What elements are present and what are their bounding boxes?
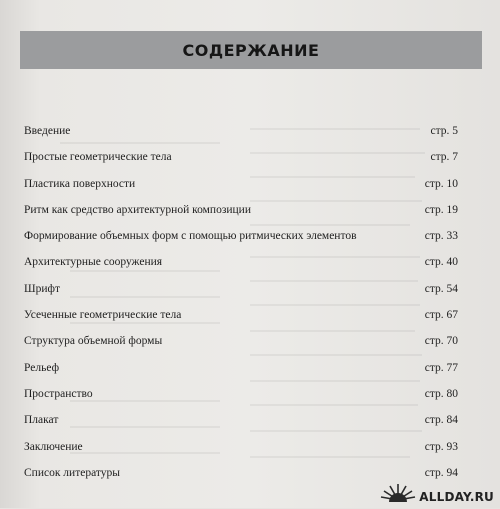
toc-entry-title: Ритм как средство архитектурной композиции [24,203,251,216]
toc-entry-title: Архитектурные сооружения [24,256,163,269]
toc-row [24,121,458,147]
toc-row [24,358,458,384]
toc-entry-page: стр. 10 [424,177,458,190]
toc-row [24,279,458,305]
toc-entry-page: стр. 77 [424,361,458,374]
toc-row [24,200,458,226]
toc-entry-title: Введение [24,125,71,137]
toc-row [24,174,458,200]
toc-entry-title: Структура объемной формы [24,335,163,348]
toc-entry-title: Плакат [24,414,59,427]
toc-entry-title: Усеченные геометрические тела [24,309,182,322]
toc-row [24,147,458,173]
toc-row [24,252,458,278]
toc-entry-page: стр. 70 [424,335,458,348]
toc-entry-page: стр. 94 [424,466,458,479]
toc-entry-page: стр. 5 [430,125,458,137]
toc-entry-title: Формирование объемных форм с помощью ритмических элементов [24,230,357,243]
toc-entry-page: стр. 7 [430,151,458,164]
toc-entry-title: Шрифт [24,282,60,295]
toc-entry-title: Заключение [24,440,83,453]
toc-row [24,437,458,463]
toc-entry-title: Пластика поверхности [24,177,136,190]
toc-entry-page: стр. 33 [424,230,458,243]
toc-entry-title: Список литературы [24,466,120,479]
watermark [379,480,494,504]
table-of-contents [24,121,458,489]
toc-entry-title: Рельеф [24,361,60,374]
toc-row [24,331,458,357]
toc-entry-title: Пространство [24,387,93,400]
toc-entry-page: стр. 80 [424,387,458,400]
contents-header-band [20,31,482,69]
watermark-text: ALLDAY.RU [419,490,494,504]
toc-entry-page: стр. 93 [424,440,458,453]
toc-row [24,305,458,331]
toc-entry-page: стр. 54 [424,282,458,295]
toc-row [24,226,458,252]
toc-entry-title: Простые геометрические тела [24,151,172,164]
toc-entry-page: стр. 19 [424,203,458,216]
toc-entry-page: стр. 40 [424,256,458,269]
sunrise-logo-icon [379,480,417,504]
toc-entry-page: стр. 84 [424,414,458,427]
toc-row [24,384,458,410]
toc-entry-page: стр. 67 [424,309,458,322]
contents-title: СОДЕРЖАНИЕ [182,40,320,60]
toc-row [24,410,458,436]
